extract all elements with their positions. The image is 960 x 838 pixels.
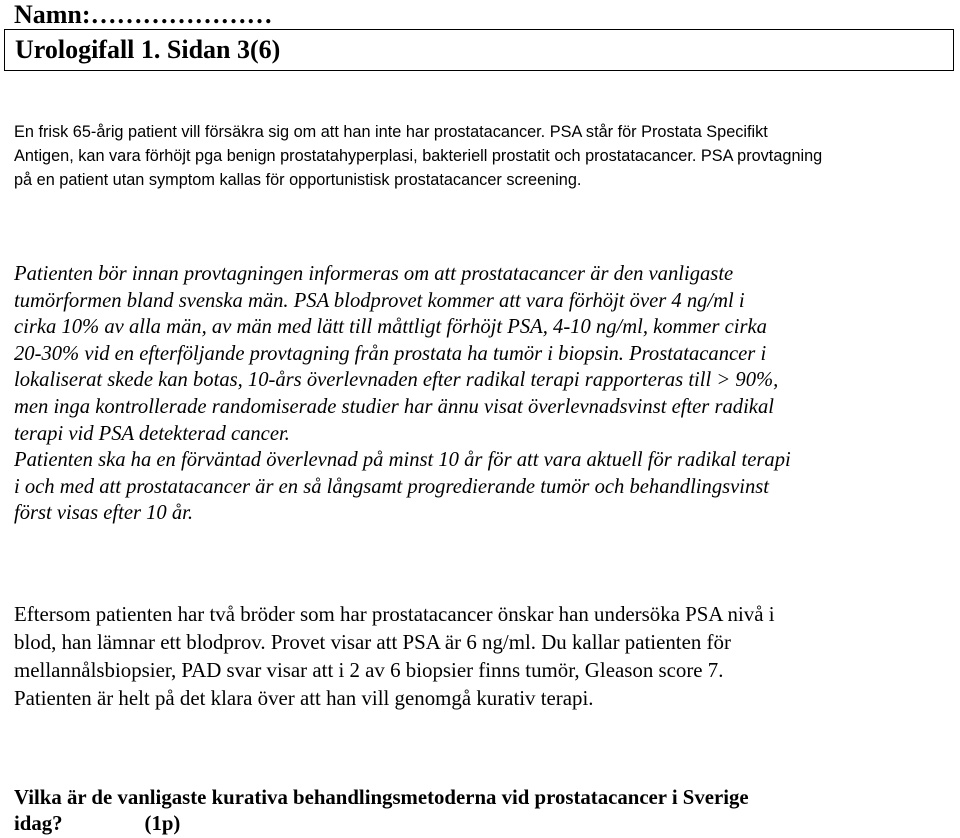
question-block (14, 785, 956, 837)
info-line: först visas efter 10 år. (14, 502, 194, 525)
info-line: Patienten bör innan provtagningen informeras om att prostatacancer är den vanligaste (14, 263, 734, 285)
case-line: blod, han lämnar ett blodprov. Provet visar att PSA är 6 ng/ml. Du kallar patienten för (14, 630, 731, 654)
info-line: tumörformen bland svenska män. PSA blodprovet kommer att vara förhöjt över 4 ng/ml i (14, 289, 745, 312)
name-field-label: Namn:………………… (14, 0, 273, 29)
case-line: Patienten är helt på det klara över att han vill genomgå kurativ terapi. (14, 686, 594, 710)
question-points: (1p) (144, 812, 181, 835)
intro-line: på en patient utan symptom kallas för opportunistisk prostatacancer screening. (14, 171, 582, 189)
patient-information-paragraph (14, 261, 956, 527)
page-title: Urologifall 1. Sidan 3(6) (15, 35, 281, 64)
case-line: Eftersom patienten har två bröder som har prostatacancer önskar han undersöka PSA nivå i (14, 602, 775, 626)
title-box (4, 29, 954, 71)
intro-line: En frisk 65-årig patient vill försäkra sig om att han inte har prostatacancer. PSA står för Prostata Specifikt (14, 123, 768, 141)
question-text-end: idag? (14, 812, 63, 835)
case-line: mellannålsbiopsier, PAD svar visar att i 2 av 6 biopsier finns tumör, Gleason score 7. (14, 658, 724, 682)
info-line: men inga kontrollerade randomiserade studier har ännu visat överlevnadsvinst efter radikal (14, 395, 774, 418)
intro-line: Antigen, kan vara förhöjt pga benign prostatahyperplasi, bakteriell prostatit och prostatacancer. PSA provtagning (14, 147, 823, 165)
info-line: Patienten ska ha en förväntad överlevnad på minst 10 år för att vara aktuell för radikal terapi (14, 449, 791, 472)
question-last-line (14, 811, 956, 837)
info-line: i och med att prostatacancer är en så långsamt progredierande tumör och behandlingsvinst (14, 475, 770, 498)
info-line: lokaliserat skede kan botas, 10-års överlevnaden efter radikal terapi rapporteras till > 90%, (14, 369, 779, 392)
info-line: cirka 10% av alla män, av män med lätt till måttligt förhöjt PSA, 4-10 ng/ml, kommer cirka (14, 316, 767, 339)
question-text: Vilka är de vanligaste kurativa behandlingsmetoderna vid prostatacancer i Sverige (14, 786, 749, 809)
case-description-paragraph (14, 600, 956, 712)
info-line: terapi vid PSA detekterad cancer. (14, 422, 290, 445)
info-line: 20-30% vid en efterföljande provtagning från prostata ha tumör i biopsin. Prostatacancer i (14, 342, 767, 365)
intro-paragraph (14, 120, 954, 192)
